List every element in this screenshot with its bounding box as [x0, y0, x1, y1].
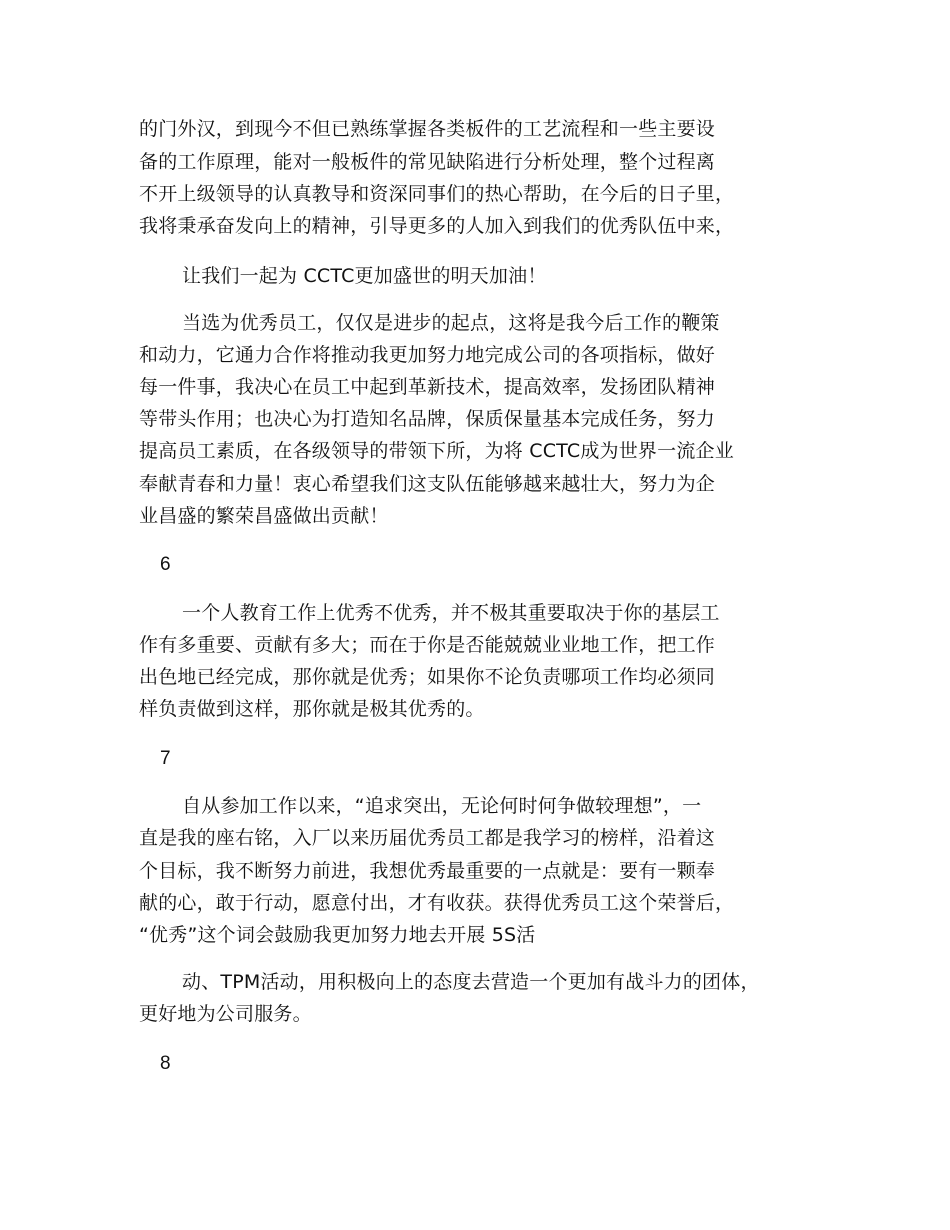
paragraph-2-line-1: 让我们一起为 CCTC更加盛世的明天加油！: [182, 265, 547, 287]
paragraph-5-line-5: “优秀”这个词会鼓励我更加努力地去开展 5S活: [139, 924, 536, 946]
paragraph-6-line-2: 更好地为公司服务。: [139, 1003, 312, 1025]
section-number-6: 6: [160, 554, 171, 575]
paragraph-3-line-4: 等带头作用；也决心为打造知名品牌，保质保量基本完成任务，努力: [139, 408, 716, 430]
paragraph-5-line-2: 直是我的座右铭，入厂以来历届优秀员工都是我学习的榜样，沿着这: [139, 827, 716, 849]
paragraph-6-line-1: 动、TPM活动，用积极向上的态度去营造一个更加有战斗力的团体，: [182, 971, 760, 993]
paragraph-5-line-4: 献的心，敢于行动，愿意付出，才有收获。获得优秀员工这个荣誉后，: [139, 892, 735, 914]
section-number-8: 8: [160, 1053, 171, 1074]
paragraph-4-line-3: 出色地已经完成，那你就是优秀；如果你不论负责哪项工作均必须同: [139, 666, 716, 688]
paragraph-3-line-5: 提高员工素质，在各级领导的带领下所，为将 CCTC成为世界一流企业: [139, 440, 734, 462]
paragraph-1-line-1: 的门外汉，到现今不但已熟练掌握各类板件的工艺流程和一些主要设: [139, 118, 716, 140]
paragraph-1-line-2: 备的工作原理，能对一般板件的常见缺陷进行分析处理，整个过程离: [139, 151, 716, 173]
paragraph-4-line-2: 作有多重要、贡献有多大；而在于你是否能兢兢业业地工作，把工作: [139, 634, 716, 656]
paragraph-3-line-7: 业昌盛的繁荣昌盛做出贡献！: [139, 505, 389, 527]
paragraph-5-line-3: 个目标，我不断努力前进，我想优秀最重要的一点就是：要有一颗奉: [139, 860, 716, 882]
paragraph-3-line-6: 奉献青春和力量！衷心希望我们这支队伍能够越来越壮大，努力为企: [139, 473, 716, 495]
paragraph-1-line-3: 不开上级领导的认真教导和资深同事们的热心帮助，在今后的日子里，: [139, 183, 735, 205]
paragraph-4-line-4: 样负责做到这样，那你就是极其优秀的。: [139, 698, 485, 720]
paragraph-5-line-1: 自从参加工作以来，“追求突出，无论何时何争做较理想”，一: [182, 795, 702, 817]
paragraph-4-line-1: 一个人教育工作上优秀不优秀，并不极其重要取决于你的基层工: [182, 602, 720, 624]
paragraph-3-line-1: 当选为优秀员工，仅仅是进步的起点，这将是我今后工作的鞭策: [182, 312, 720, 334]
paragraph-1-line-4: 我将秉承奋发向上的精神，引导更多的人加入到我们的优秀队伍中来，: [139, 215, 735, 237]
section-number-7: 7: [160, 748, 171, 769]
paragraph-3-line-3: 每一件事，我决心在员工中起到革新技术，提高效率，发扬团队精神: [139, 376, 716, 398]
paragraph-3-line-2: 和动力，它通力合作将推动我更加努力地完成公司的各项指标，做好: [139, 344, 716, 366]
